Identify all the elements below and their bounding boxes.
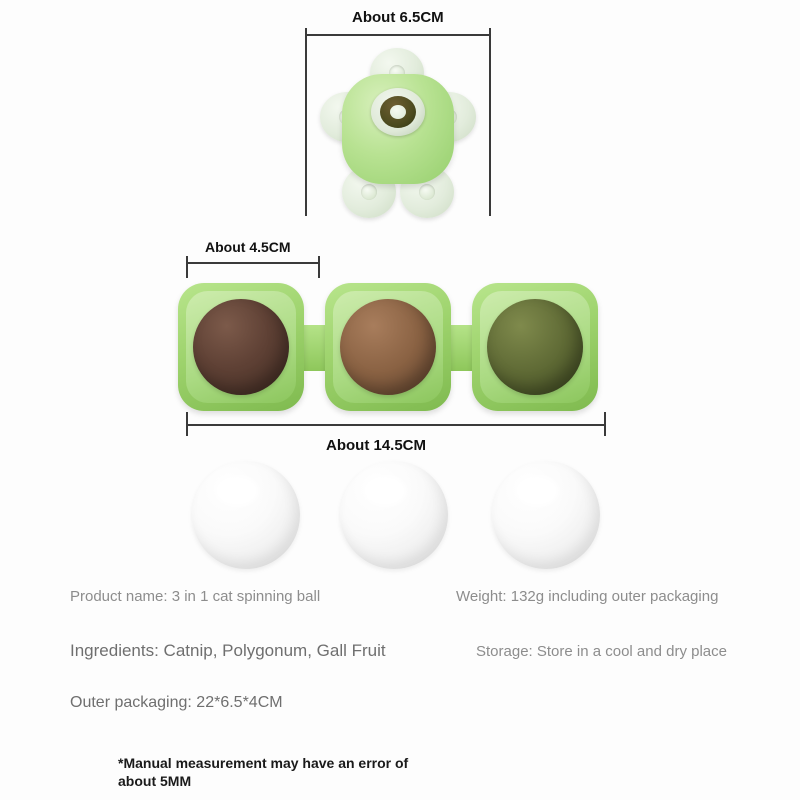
dimension-tick-total-right [604, 412, 606, 436]
dimension-tick-pod-right [318, 256, 320, 278]
pod-gall-fruit [472, 283, 598, 411]
pod-polygonum [325, 283, 451, 411]
spec-storage: Storage: Store in a cool and dry place [476, 643, 727, 660]
spinner-hub-center [390, 105, 406, 119]
polygonum-ball [340, 299, 436, 395]
dimension-tick-top-right [489, 28, 491, 216]
dimension-label-top: About 6.5CM [352, 9, 444, 26]
measurement-note: *Manual measurement may have an error of about 5MM [118, 755, 409, 789]
gall-fruit-ball [487, 299, 583, 395]
dimension-tick-total-left [186, 412, 188, 436]
clear-cover-middle [340, 461, 448, 569]
petal-dimple-icon [361, 184, 377, 200]
pod-catnip [178, 283, 304, 411]
spec-product-name: Product name: 3 in 1 cat spinning ball [70, 588, 321, 605]
dimension-line-top [305, 34, 491, 36]
dimension-label-total: About 14.5CM [326, 437, 427, 454]
three-in-one-spinning-ball [176, 283, 596, 415]
spec-outer-packaging: Outer packaging: 22*6.5*4CM [70, 694, 283, 711]
spinner-hub-ring [380, 96, 416, 128]
catnip-ball [193, 299, 289, 395]
clear-cover-right [492, 461, 600, 569]
dimension-line-pod [186, 262, 320, 264]
spec-ingredients: Ingredients: Catnip, Polygonum, Gall Fruit [70, 641, 386, 660]
spec-weight: Weight: 132g including outer packaging [456, 588, 719, 605]
dimension-line-total [186, 424, 606, 426]
dimension-tick-top-left [305, 28, 307, 216]
spinner-top-view [318, 48, 478, 223]
dimension-label-pod: About 4.5CM [205, 239, 291, 255]
spinner-hub [371, 88, 425, 136]
clear-cover-left [192, 461, 300, 569]
dimension-tick-pod-left [186, 256, 188, 278]
petal-dimple-icon [419, 184, 435, 200]
